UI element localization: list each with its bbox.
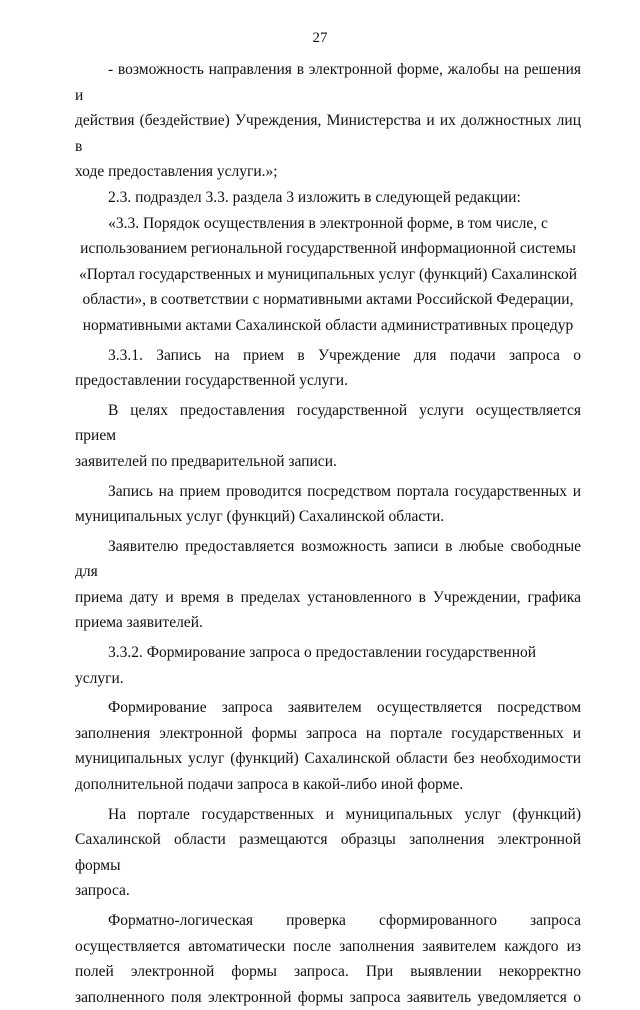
paragraph-free-slots	[75, 534, 581, 636]
heading-line: области», в соответствии с нормативными актами Российской Федерации,	[82, 291, 574, 309]
section-heading-3-3	[75, 211, 581, 339]
document-body	[75, 57, 581, 1010]
paragraph-appointment	[75, 398, 581, 475]
text-line: Запись на прием проводится посредством портала государственных и	[108, 482, 581, 500]
text-line: 2.3. подраздел 3.3. раздела 3 изложить в следующей редакции:	[108, 188, 521, 206]
text-line: Заявителю предоставляется возможность записи в любые свободные для	[75, 537, 581, 581]
text-line: дополнительной подачи запроса в какой-либо иной форме.	[75, 776, 464, 794]
paragraph-request-forming	[75, 695, 581, 797]
paragraph-samples	[75, 802, 581, 904]
text-line: заявителей по предварительной записи.	[75, 452, 337, 470]
text-line: приема заявителей.	[75, 614, 203, 632]
text-line: Формирование запроса заявителем осуществляется посредством	[108, 699, 581, 717]
text-line: действия (бездействие) Учреждения, Министерства и их должностных лиц в	[75, 112, 581, 155]
text-line: муниципальных услуг (функций) Сахалинской области без необходимости	[75, 750, 581, 768]
paragraph-complaint-option	[75, 57, 581, 185]
heading-line: «Портал государственных и муниципальных услуг (функций) Сахалинской	[78, 265, 578, 283]
text-line: На портале государственных и муниципальных услуг (функций)	[108, 805, 581, 823]
paragraph-portal-booking	[75, 479, 581, 530]
text-line: заполнения электронной формы запроса на портале государственных и	[75, 724, 581, 742]
paragraph-format-check	[75, 908, 581, 1010]
text-line: заполненного поля электронной формы запроса заявитель уведомляется о	[75, 988, 581, 1006]
text-line: 3.3.2. Формирование запроса о предоставлении государственной услуги.	[75, 644, 537, 687]
text-line: - возможность направления в электронной форме, жалобы на решения и	[75, 61, 581, 104]
text-line: Форматно-логическая проверка сформированного запроса	[108, 912, 581, 929]
heading-line: нормативными актами Сахалинской области административных процедур	[82, 316, 574, 334]
text-line: 3.3.1. Запись на прием в Учреждение для подачи запроса о	[108, 346, 581, 364]
heading-line: использованием региональной государственной информационной системы	[80, 240, 576, 258]
text-line: запроса.	[75, 882, 130, 900]
text-line: муниципальных услуг (функций) Сахалинской области.	[75, 508, 445, 526]
paragraph-3-3-2	[75, 640, 581, 691]
paragraph-3-3-1	[75, 343, 581, 394]
heading-line: «3.3. Порядок осуществления в электронной форме, в том числе, с	[108, 214, 548, 232]
text-line: Сахалинской области размещаются образцы заполнения электронной формы	[75, 831, 581, 874]
text-line: В целях предоставления государственной услуги осуществляется прием	[75, 401, 581, 445]
text-line: ходе предоставления услуги.»;	[75, 163, 278, 181]
text-line: полей электронной формы запроса. При выявлении некорректно	[75, 963, 581, 981]
paragraph-amendment	[75, 185, 581, 211]
page-number: 27	[312, 30, 328, 46]
text-line: приема дату и время в пределах установленного в Учреждении, графика	[75, 588, 581, 606]
text-line: осуществляется автоматически после заполнения заявителем каждого из	[75, 937, 581, 955]
text-line: предоставлении государственной услуги.	[75, 372, 348, 390]
